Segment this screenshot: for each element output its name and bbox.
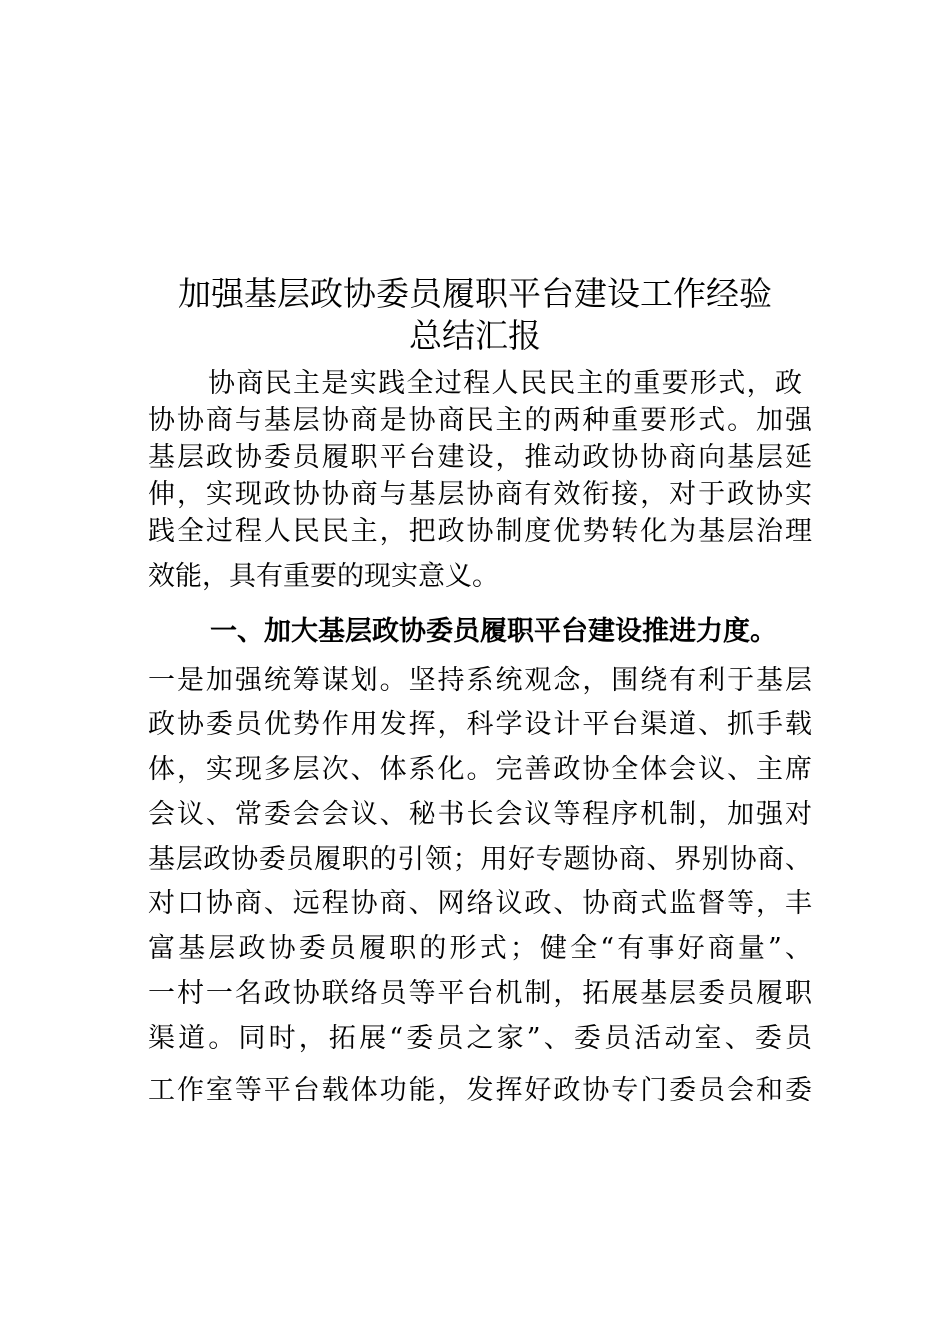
body-line: 对口协商、远程协商、网络议政、协商式监督等，丰 bbox=[148, 888, 812, 919]
intro-line: 效能，具有重要的现实意义。 bbox=[148, 561, 499, 592]
document-title-line-1: 加强基层政协委员履职平台建设工作经验 bbox=[178, 274, 772, 313]
body-line: 一是加强统筹谋划。坚持系统观念，围绕有利于基层 bbox=[148, 665, 812, 696]
body-line: 富基层政协委员履职的形式；健全“有事好商量”、 bbox=[148, 933, 812, 964]
body-line: 工作室等平台载体功能，发挥好政协专门委员会和委 bbox=[148, 1075, 812, 1106]
body-line: 渠道。同时，拓展“委员之家”、委员活动室、委员 bbox=[148, 1023, 812, 1054]
body-line: 会议、常委会会议、秘书长会议等程序机制，加强对 bbox=[148, 799, 812, 830]
intro-line: 践全过程人民民主，把政协制度优势转化为基层治理 bbox=[148, 516, 812, 547]
intro-line: 协协商与基层协商是协商民主的两种重要形式。加强 bbox=[148, 405, 812, 436]
intro-line: 基层政协委员履职平台建设，推动政协协商向基层延 bbox=[148, 442, 812, 473]
intro-line: 伸，实现政协协商与基层协商有效衔接，对于政协实 bbox=[148, 479, 812, 510]
body-line: 政协委员优势作用发挥，科学设计平台渠道、抓手载 bbox=[148, 709, 812, 740]
document-title-line-2: 总结汇报 bbox=[409, 316, 541, 355]
intro-line: 协商民主是实践全过程人民民主的重要形式，政 bbox=[208, 368, 802, 399]
body-line: 体，实现多层次、体系化。完善政协全体会议、主席 bbox=[148, 754, 812, 785]
body-line: 基层政协委员履职的引领；用好专题协商、界别协商、 bbox=[148, 844, 812, 875]
body-line: 一村一名政协联络员等平台机制，拓展基层委员履职 bbox=[148, 978, 812, 1009]
section-heading: 一、加大基层政协委员履职平台建设推进力度。 bbox=[210, 616, 777, 647]
